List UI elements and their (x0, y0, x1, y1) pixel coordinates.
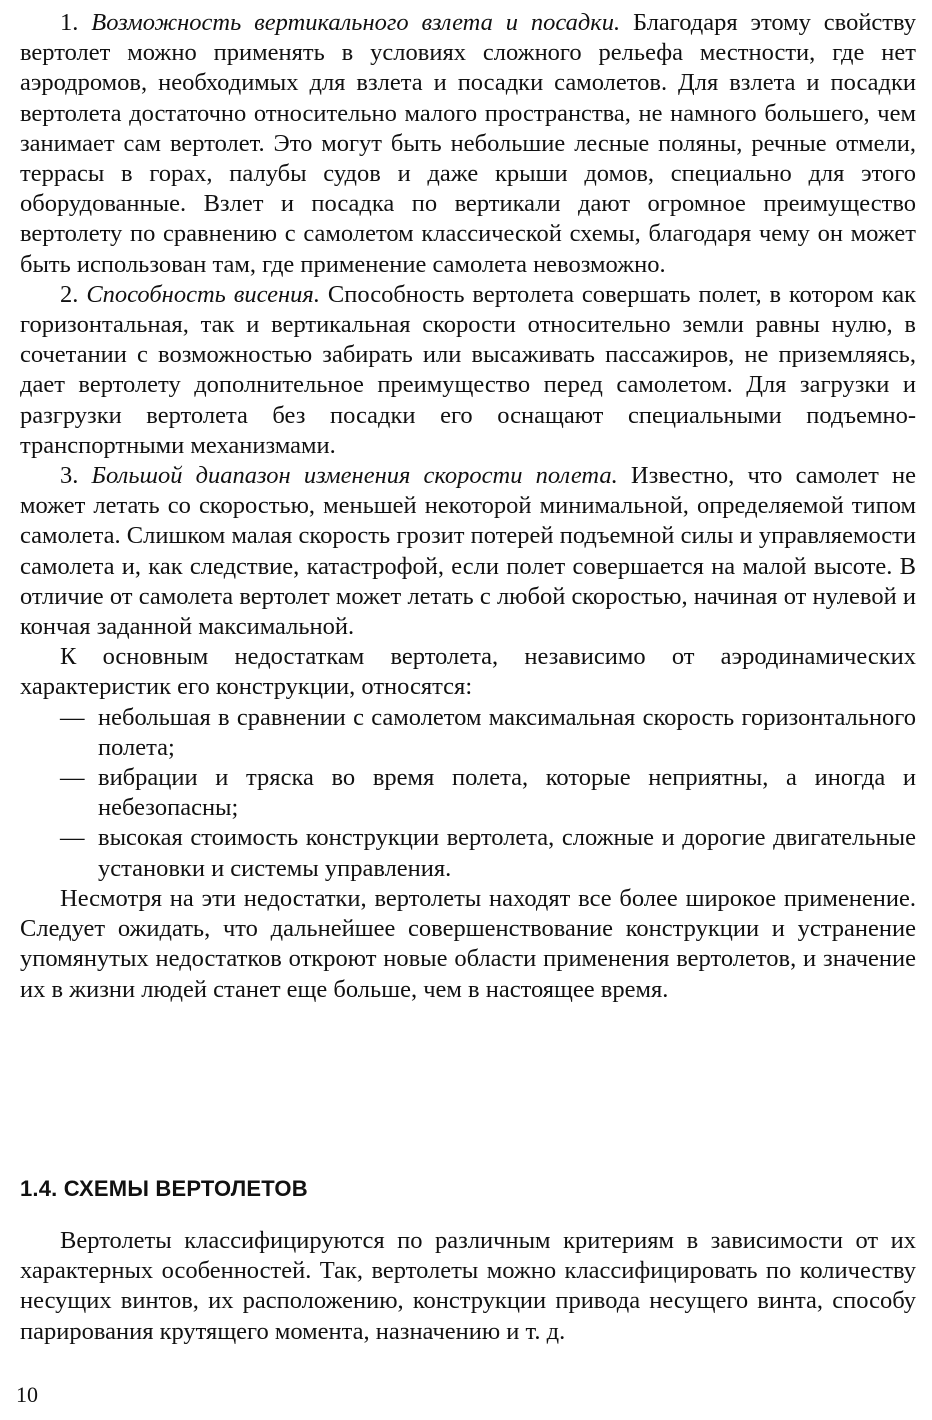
dash-marker: — (60, 703, 85, 731)
list-item-text: небольшая в сравнении с самолетом максимальная скорость горизонтального полета; (98, 703, 916, 761)
book-page (20, 8, 916, 1345)
paragraph-italic-heading: Возможность вертикального взлета и посадки. (91, 9, 621, 36)
paragraph-hovering (20, 280, 916, 461)
paragraph-text: Способность вертолета совершать полет, в котором как горизонтальная, так и вертикальная скорости относительно земли равны нулю, в сочетании с возможностью забирать или высаживать пассажиров, не приземляясь, дает вертолету дополнительное преимущество перед самолетом. Для загрузки и разгрузки вертолета без посадки его оснащают специальными подъемно-транспортными механизмами. (20, 280, 916, 459)
section-body (20, 1226, 916, 1347)
list-item (20, 703, 916, 763)
list-item (20, 823, 916, 883)
paragraph-italic-heading: Большой диапазон изменения скорости полета. (91, 462, 618, 490)
page-number: 10 (16, 1382, 38, 1407)
list-item-text: высокая стоимость конструкции вертолета, сложные и дорогие двигательные установки и системы управления. (98, 824, 916, 882)
list-item-text: вибрации и тряска во время полета, которые неприятны, а иногда и небезопасны; (98, 764, 916, 822)
paragraph-text: Благодаря этому свойству вертолет можно применять в условиях сложного рельефа местности, где нет аэродромов, необходимых для взлета и посадки самолетов. Для взлета и посадки вертолета достаточно относительно малого пространства, не намного большего, чем занимает сам вертолет. Это могут быть небольшие лесные поляны, речные отмели, террасы в горах, палубы судов и даже крыши домов, специально для этого оборудованные. Взлет и посадка по вертикали дают огромное преимущество вертолету по сравнению с самолетом классической схемы, благодаря чему он может быть использован там, где применение самолета невозможно. (20, 9, 916, 278)
disadvantages-list (20, 703, 916, 884)
paragraph-classification: Вертолеты классифицируются по различным критериям в зависимости от их характерных особенностей. Так, вертолеты можно классифицировать по количеству несущих винтов, их расположению, конструкции привода несущего винта, способу парирования крутящего момента, назначению и т. д. (20, 1227, 916, 1345)
list-number: 2. (60, 280, 87, 308)
paragraph-conclusion: Несмотря на эти недостатки, вертолеты находят все более широкое применение. Следует ожидать, что дальнейшее совершенствование конструкции и устранение упомянутых недостатков откроют новые области применения вертолетов, и значение их в жизни людей станет еще больше, чем в настоящее время. (20, 884, 916, 1003)
paragraph-vertical-takeoff (20, 8, 916, 280)
dash-marker: — (60, 824, 85, 852)
paragraph-speed-range (20, 461, 916, 642)
section-heading: 1.4. СХЕМЫ ВЕРТОЛЕТОВ (20, 1176, 308, 1201)
list-number: 1. (60, 9, 92, 36)
paragraph-italic-heading: Способность висения. (86, 280, 320, 308)
paragraph-text: Известно, что самолет не может летать со скоростью, меньшей некоторой минимальной, определяемой типом самолета. Слишком малая скорость грозит потерей подъемной силы и управляемости самолета и, как следствие, катастрофой, если полет совершается на малой высоте. В отличие от самолета вертолет может летать с любой скоростью, начиная от нулевой и кончая заданной максимальной. (20, 462, 916, 641)
list-item (20, 763, 916, 823)
dash-marker: — (60, 764, 85, 792)
list-number: 3. (60, 462, 92, 490)
paragraph-disadvantages-intro: К основным недостаткам вертолета, независимо от аэродинамических характеристик его конструкции, относятся: (20, 643, 916, 701)
